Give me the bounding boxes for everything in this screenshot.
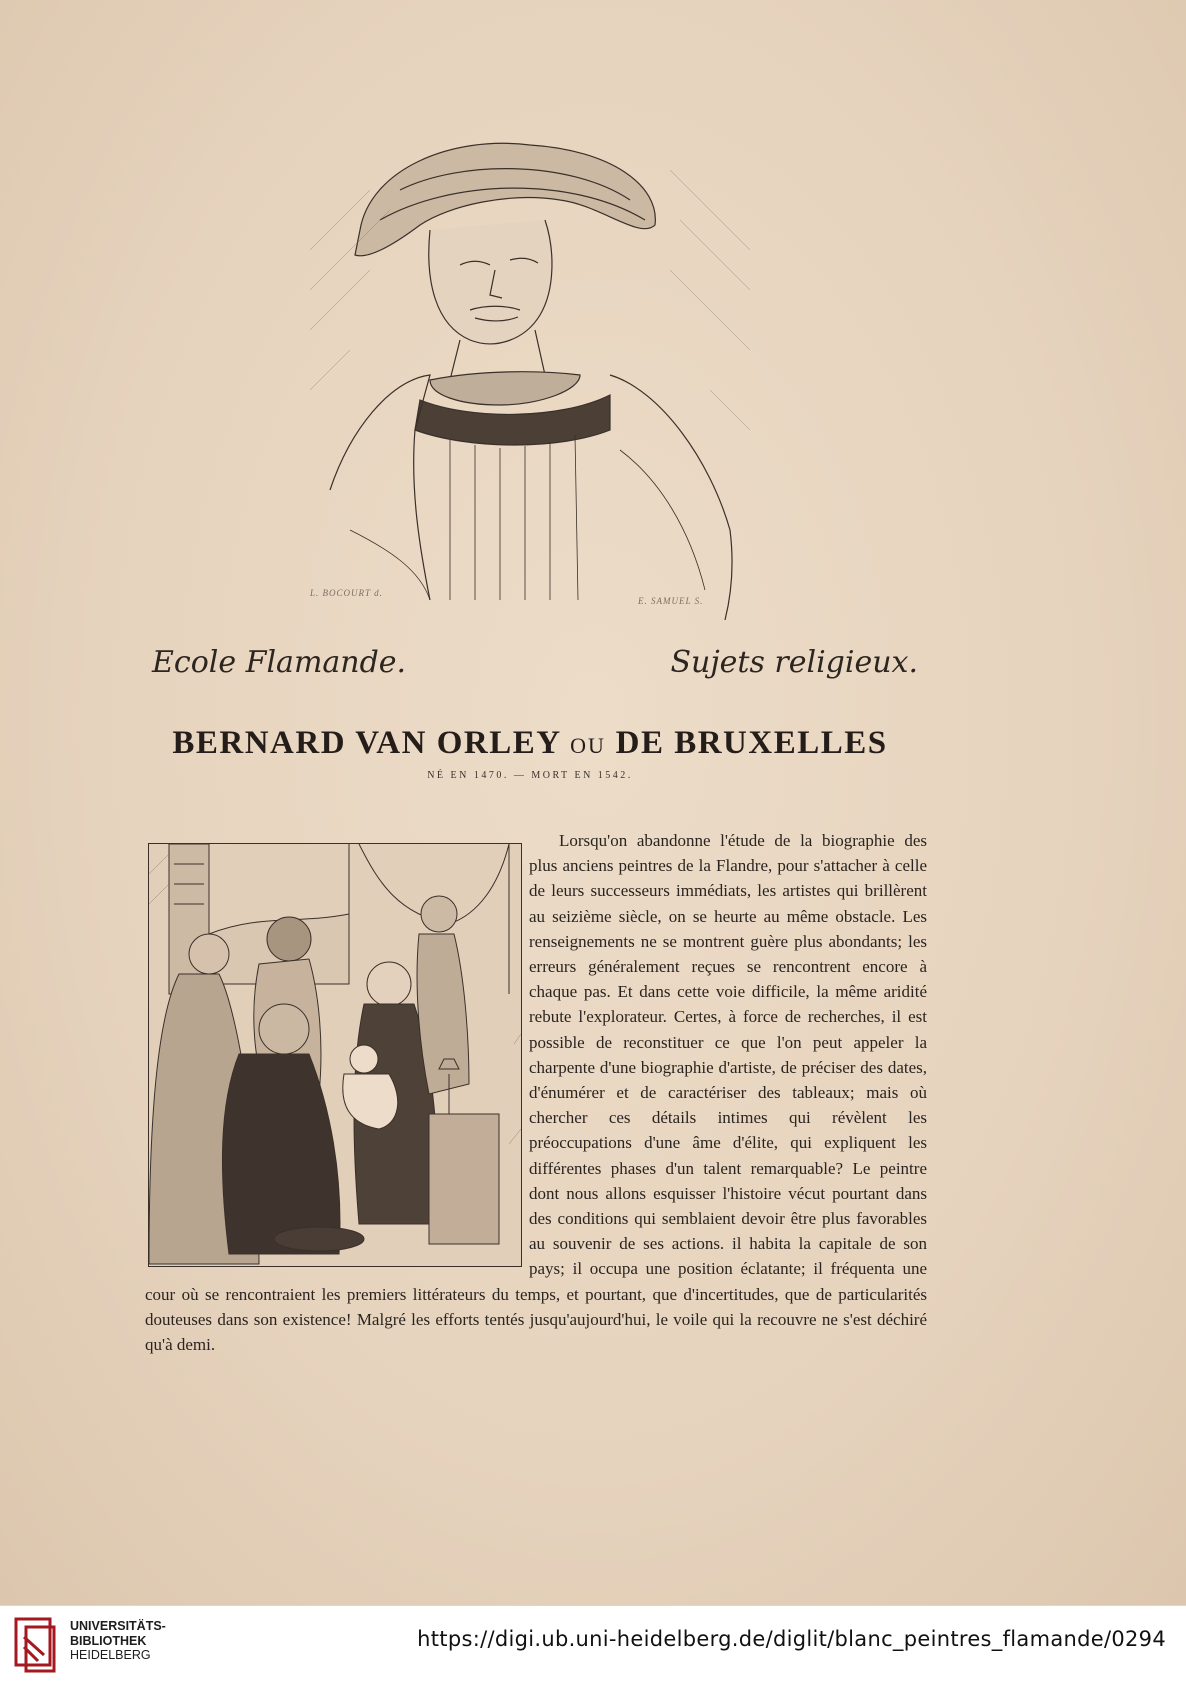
logo-line-2: BIBLIOTHEK xyxy=(70,1633,147,1648)
biography-paragraph: Lorsqu'on abandonne l'étude de la biographie des plus anciens peintres de la Flandre, pour s'attacher à celle de leurs successeurs immédiats, les artistes qui brillèrent au seizième siècle, on se heurte au même obstacle. Les renseignements ne se montrent guère plus abondants; les erreurs généralement reçues se rencontrent encore à chaque pas. Et dans cette voie difficile, la même aridité rebute l'explorateur. Certes, à force de recherches, il est possible de reconstituer ce que l'on peut appeler la charpente d'une biographie d'artiste, de préciser des dates, d'énumérer et de caractériser des tableaux; mais où chercher ces détails intimes qui révèlent les préoccupations d'une âme d'élite, qui expliquent les différentes phases d'un talent remarquable? Le peintre dont nous allons esquisser l'histoire vécut pourtant dans des conditions qui semblaient devoir être plus favorables au souvenir de ses actions. il habita la capitale de son pays; il occupa une position éclatante; il fréquenta une cour où se rencontraient les premiers littérateurs du temps, et pourtant, que d'incertitudes, que de particularités douteuses dans son existence! Malgré les efforts tentés jusqu'aujourd'hui, le voile qui la recouvre ne s'est déchiré qu'à demi. xyxy=(145,831,927,1355)
school-heading: Ecole Flamande. xyxy=(152,645,407,680)
engraver-credit-left: L. BOCOURT d. xyxy=(310,588,383,598)
library-logo-text[interactable] xyxy=(70,1619,166,1663)
portrait-illustration xyxy=(310,130,750,620)
plate-float-spacer xyxy=(145,828,529,1258)
biography-text xyxy=(145,828,927,1357)
engraver-credit-right: E. SAMUEL S. xyxy=(638,596,704,606)
portrait-engraving xyxy=(310,130,750,620)
title-conjunction: OU xyxy=(570,733,606,758)
life-dates: NÉ EN 1470. — MORT EN 1542. xyxy=(427,770,633,781)
logo-line-3: HEIDELBERG xyxy=(70,1648,151,1662)
title-name: BERNARD VAN ORLEY xyxy=(172,725,561,761)
genre-heading: Sujets religieux. xyxy=(670,645,918,680)
title-alias: DE BRUXELLES xyxy=(615,725,888,761)
university-library-logo-icon[interactable] xyxy=(14,1617,64,1673)
logo-line-1: UNIVERSITÄTS- xyxy=(70,1619,166,1633)
permalink-url[interactable]: https://digi.ub.uni-heidelberg.de/diglit/blanc_peintres_flamande/0294 xyxy=(417,1627,1166,1651)
page-title xyxy=(0,725,1060,762)
